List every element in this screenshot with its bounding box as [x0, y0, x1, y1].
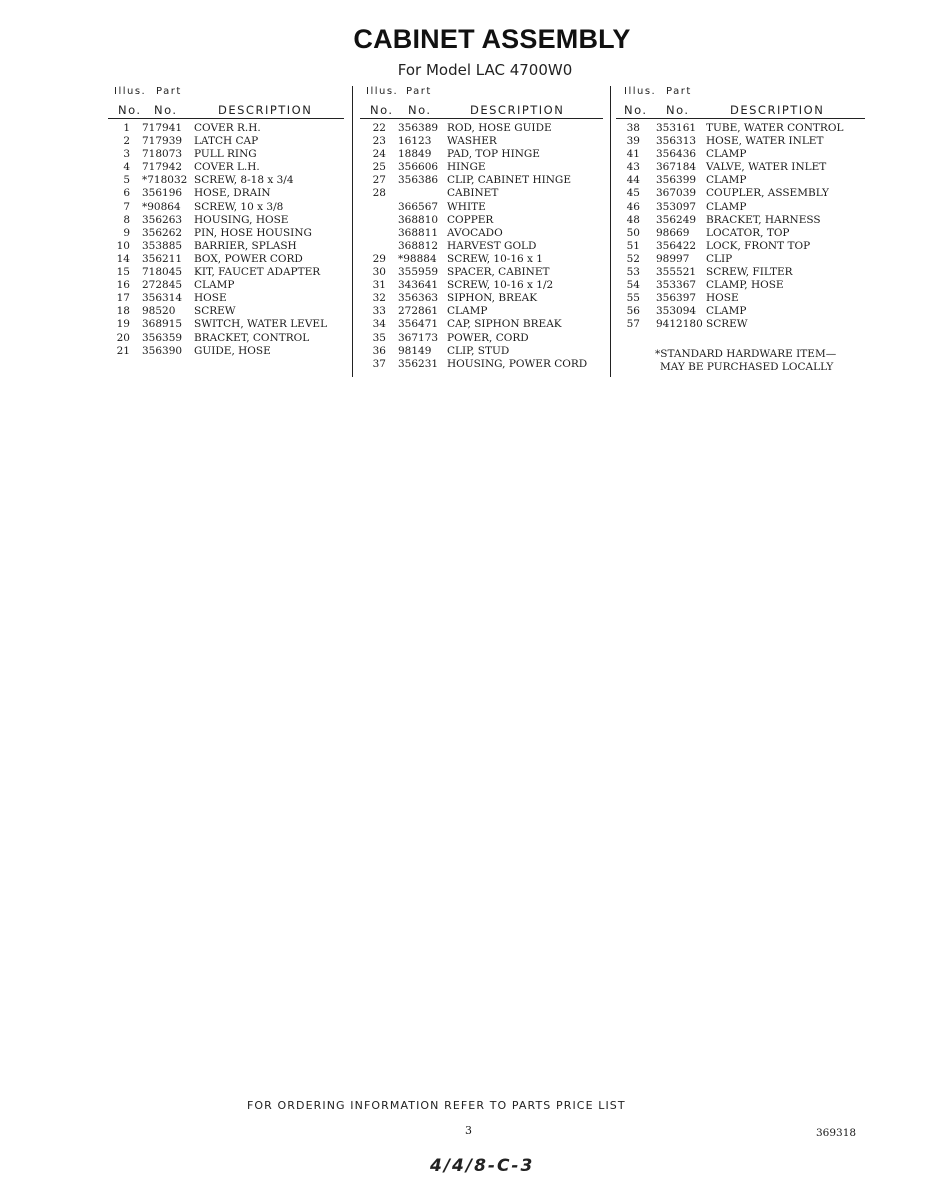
illus-number: 31 — [372, 279, 386, 292]
illus-number: 16 — [116, 279, 130, 292]
part-number: 355521 — [656, 266, 697, 279]
table-row — [108, 135, 344, 148]
illus-number: 56 — [626, 305, 640, 318]
table-row — [108, 305, 344, 318]
part-number: 353885 — [142, 239, 183, 252]
part-description: CLIP — [706, 252, 733, 265]
part-description: CLAMP — [447, 305, 488, 318]
part-description: BRACKET, HARNESS — [706, 213, 821, 226]
table-row — [360, 305, 603, 318]
part-number: 353094 — [656, 305, 697, 318]
illus-number: 45 — [626, 187, 640, 200]
part-number: 355959 — [398, 266, 439, 279]
table-row — [108, 174, 344, 187]
document-number: 369318 — [816, 1127, 857, 1139]
illus-number: 36 — [372, 344, 386, 357]
part-number: 368811 — [398, 226, 439, 239]
illus-label: Illus. — [624, 86, 657, 97]
part-description: HOSE, WATER INLET — [706, 135, 824, 148]
part-description: GUIDE, HOSE — [194, 344, 271, 357]
table-row — [108, 253, 344, 266]
part-description: HOSE — [706, 292, 739, 305]
part-label: Part — [156, 86, 182, 97]
illus-no-label: No. — [118, 103, 142, 117]
table-row — [360, 318, 603, 331]
table-row — [360, 358, 603, 371]
table-row — [616, 318, 865, 331]
illus-number: 37 — [372, 357, 386, 370]
illus-number: 43 — [626, 161, 640, 174]
part-number: 368810 — [398, 213, 439, 226]
part-number: 367173 — [398, 331, 439, 344]
part-number: 353367 — [656, 279, 697, 292]
illus-number: 15 — [116, 266, 130, 279]
part-no-label: No. — [666, 103, 690, 117]
part-number: 18849 — [398, 148, 432, 161]
illus-number: 46 — [626, 200, 640, 213]
hardware-note-line-2: MAY BE PURCHASED LOCALLY — [660, 361, 834, 374]
table-row — [616, 266, 865, 279]
part-number: 356211 — [142, 252, 183, 265]
illus-number: 51 — [626, 239, 640, 252]
illus-number: 2 — [123, 135, 130, 148]
table-row — [108, 292, 344, 305]
page-number: 3 — [465, 1124, 472, 1137]
part-number: 356397 — [656, 292, 697, 305]
part-number: 717942 — [142, 161, 183, 174]
illus-number: 41 — [626, 148, 640, 161]
illus-number: 9 — [123, 226, 130, 239]
illus-number: 21 — [116, 344, 130, 357]
illus-number: 52 — [626, 252, 640, 265]
column-divider — [352, 86, 353, 377]
illus-number: 54 — [626, 279, 640, 292]
part-number: 717941 — [142, 122, 183, 134]
table-row — [360, 332, 603, 345]
part-no-label: No. — [154, 103, 178, 117]
table-row — [108, 279, 344, 292]
part-description: HINGE — [447, 161, 486, 174]
part-number: 356359 — [142, 331, 183, 344]
illus-number: 28 — [372, 187, 386, 200]
part-description: TUBE, WATER CONTROL — [706, 122, 844, 134]
column-header — [616, 86, 865, 119]
table-row — [108, 214, 344, 227]
part-number: 366567 — [398, 200, 439, 213]
illus-number: 5 — [123, 174, 130, 187]
table-row — [108, 240, 344, 253]
illus-number: 38 — [626, 122, 640, 134]
illus-number: 7 — [123, 200, 130, 213]
illus-number: 25 — [372, 161, 386, 174]
table-row — [616, 148, 865, 161]
part-number: 368915 — [142, 318, 183, 331]
header-rule — [108, 118, 344, 119]
part-number: 356263 — [142, 213, 183, 226]
part-label: Part — [666, 86, 692, 97]
part-description: PAD, TOP HINGE — [447, 148, 540, 161]
table-row — [360, 148, 603, 161]
column-header — [108, 86, 344, 119]
parts-list — [360, 122, 603, 371]
table-row — [360, 292, 603, 305]
part-description: COUPLER, ASSEMBLY — [706, 187, 829, 200]
part-number: 356436 — [656, 148, 697, 161]
illus-number: 29 — [372, 252, 386, 265]
part-description: COVER R.H. — [194, 122, 261, 134]
table-row — [360, 135, 603, 148]
illus-number: 30 — [372, 266, 386, 279]
illus-label: Illus. — [366, 86, 399, 97]
table-row — [616, 279, 865, 292]
table-row — [616, 187, 865, 200]
part-description: WHITE — [447, 200, 486, 213]
illus-number: 57 — [626, 318, 640, 331]
table-row — [616, 161, 865, 174]
part-description: COVER L.H. — [194, 161, 260, 174]
part-description: BOX, POWER CORD — [194, 252, 303, 265]
table-row — [108, 122, 344, 135]
table-row — [108, 187, 344, 200]
illus-number: 1 — [123, 122, 130, 134]
description-label: DESCRIPTION — [730, 103, 825, 117]
part-number: *90864 — [142, 200, 181, 213]
part-description: PULL RING — [194, 148, 257, 161]
illus-number: 44 — [626, 174, 640, 187]
part-number: 98997 — [656, 252, 690, 265]
table-row — [360, 201, 603, 214]
part-description: HOUSING, HOSE — [194, 213, 289, 226]
illus-number: 22 — [372, 122, 386, 134]
part-description: VALVE, WATER INLET — [706, 161, 827, 174]
illus-number: 8 — [123, 213, 130, 226]
part-description: BRACKET, CONTROL — [194, 331, 310, 344]
part-description: SIPHON, BREAK — [447, 292, 538, 305]
part-description: SCREW, 10 x 3/8 — [194, 200, 284, 213]
illus-number: 17 — [116, 292, 130, 305]
part-no-label: No. — [408, 103, 432, 117]
table-row — [360, 253, 603, 266]
part-number: 356249 — [656, 213, 697, 226]
part-description: HOSE, DRAIN — [194, 187, 271, 200]
part-number: 718045 — [142, 266, 183, 279]
page-title: CABINET ASSEMBLY — [353, 24, 631, 54]
hardware-note-line-1: *STANDARD HARDWARE ITEM— — [655, 348, 837, 360]
header-rule — [360, 118, 603, 119]
illus-number: 20 — [116, 331, 130, 344]
table-row — [360, 122, 603, 135]
part-number: 356363 — [398, 292, 439, 305]
table-row — [108, 318, 344, 331]
part-number: 356262 — [142, 226, 183, 239]
hardware-note — [655, 348, 836, 374]
part-number: 356389 — [398, 122, 439, 134]
part-number: 367039 — [656, 187, 697, 200]
part-number: *98884 — [398, 252, 437, 265]
table-row — [616, 135, 865, 148]
part-description: SWITCH, WATER LEVEL — [194, 318, 328, 331]
part-number: 272861 — [398, 305, 439, 318]
part-description: CLIP, STUD — [447, 344, 510, 357]
part-number: 718073 — [142, 148, 183, 161]
part-description: WASHER — [447, 135, 497, 148]
illus-number: 10 — [116, 239, 130, 252]
illus-number: 19 — [116, 318, 130, 331]
illus-number: 4 — [123, 161, 130, 174]
part-description: LOCK, FRONT TOP — [706, 239, 811, 252]
illus-number: 3 — [123, 148, 130, 161]
parts-list — [616, 122, 865, 332]
table-row — [616, 122, 865, 135]
parts-column-3 — [616, 86, 865, 332]
part-number: 356313 — [656, 135, 697, 148]
table-row — [108, 266, 344, 279]
part-number: 356399 — [656, 174, 697, 187]
illus-number: 14 — [116, 252, 130, 265]
illus-number: 53 — [626, 266, 640, 279]
illus-no-label: No. — [624, 103, 648, 117]
part-description: SCREW, FILTER — [706, 266, 793, 279]
parts-list — [108, 122, 344, 358]
illus-number: 34 — [372, 318, 386, 331]
handwritten-annotation: 4/4/8-C-3 — [430, 1156, 535, 1176]
illus-number: 27 — [372, 174, 386, 187]
part-description: HOSE — [194, 292, 227, 305]
table-row — [108, 148, 344, 161]
table-row — [108, 161, 344, 174]
part-number: 98149 — [398, 344, 432, 357]
part-description: CLIP, CABINET HINGE — [447, 174, 571, 187]
table-row — [360, 187, 603, 200]
part-number: 353097 — [656, 200, 697, 213]
table-row — [360, 161, 603, 174]
table-row — [360, 214, 603, 227]
illus-number: 6 — [123, 187, 130, 200]
table-row — [616, 305, 865, 318]
part-number: 356231 — [398, 357, 439, 370]
part-description: CLAMP — [194, 279, 235, 292]
part-description: HARVEST GOLD — [447, 239, 537, 252]
table-row — [360, 227, 603, 240]
part-description: SCREW — [194, 305, 236, 318]
illus-number: 50 — [626, 226, 640, 239]
part-description: CLAMP — [706, 148, 747, 161]
table-row — [360, 266, 603, 279]
description-label: DESCRIPTION — [218, 103, 313, 117]
part-description: COPPER — [447, 213, 494, 226]
part-number: 356314 — [142, 292, 183, 305]
part-description: CLAMP — [706, 305, 747, 318]
table-row — [108, 201, 344, 214]
illus-number: 48 — [626, 213, 640, 226]
part-number: 368812 — [398, 239, 439, 252]
illus-number: 35 — [372, 331, 386, 344]
part-number: 353161 — [656, 122, 697, 134]
part-description: LATCH CAP — [194, 135, 259, 148]
illus-no-label: No. — [370, 103, 394, 117]
column-divider — [610, 86, 611, 377]
part-number: 356390 — [142, 344, 183, 357]
part-number: 9412180 — [656, 318, 703, 331]
part-description: ROD, HOSE GUIDE — [447, 122, 552, 134]
illus-number: 39 — [626, 135, 640, 148]
part-description: CABINET — [447, 187, 499, 200]
part-description: AVOCADO — [447, 226, 503, 239]
part-number: 356606 — [398, 161, 439, 174]
table-row — [108, 227, 344, 240]
part-number: 356471 — [398, 318, 439, 331]
table-row — [360, 279, 603, 292]
description-label: DESCRIPTION — [470, 103, 565, 117]
illus-label: Illus. — [114, 86, 147, 97]
part-number: 356196 — [142, 187, 183, 200]
illus-number: 24 — [372, 148, 386, 161]
part-description: SCREW, 10-16 x 1 — [447, 252, 543, 265]
table-row — [360, 345, 603, 358]
part-number: 356422 — [656, 239, 697, 252]
part-number: 343641 — [398, 279, 439, 292]
part-number: 272845 — [142, 279, 183, 292]
part-description: CAP, SIPHON BREAK — [447, 318, 562, 331]
part-description: HOUSING, POWER CORD — [447, 357, 588, 370]
table-row — [616, 201, 865, 214]
part-number: 717939 — [142, 135, 183, 148]
illus-number: 33 — [372, 305, 386, 318]
ordering-footer: FOR ORDERING INFORMATION REFER TO PARTS PRICE LIST — [247, 1099, 626, 1112]
part-description: KIT, FAUCET ADAPTER — [194, 266, 321, 279]
part-description: PIN, HOSE HOUSING — [194, 226, 312, 239]
part-number: *718032 — [142, 174, 188, 187]
table-row — [360, 174, 603, 187]
part-number: 98669 — [656, 226, 690, 239]
part-description: BARRIER, SPLASH — [194, 239, 297, 252]
part-description: CLAMP, HOSE — [706, 279, 784, 292]
table-row — [616, 292, 865, 305]
model-subtitle: For Model LAC 4700W0 — [397, 61, 573, 79]
part-description: SCREW, 10-16 x 1/2 — [447, 279, 554, 292]
parts-column-2 — [360, 86, 603, 371]
part-description: POWER, CORD — [447, 331, 529, 344]
part-label: Part — [406, 86, 432, 97]
table-row — [616, 253, 865, 266]
illus-number: 32 — [372, 292, 386, 305]
part-number: 16123 — [398, 135, 432, 148]
illus-number: 23 — [372, 135, 386, 148]
table-row — [360, 240, 603, 253]
table-row — [616, 174, 865, 187]
illus-number: 55 — [626, 292, 640, 305]
part-number: 98520 — [142, 305, 176, 318]
table-row — [616, 214, 865, 227]
part-description: CLAMP — [706, 174, 747, 187]
part-description: SCREW, 8-18 x 3/4 — [194, 174, 294, 187]
table-row — [616, 240, 865, 253]
illus-number: 18 — [116, 305, 130, 318]
part-description: SPACER, CABINET — [447, 266, 550, 279]
part-description: CLAMP — [706, 200, 747, 213]
parts-column-1 — [108, 86, 344, 358]
part-description: SCREW — [706, 318, 748, 331]
table-row — [108, 345, 344, 358]
table-row — [108, 332, 344, 345]
table-row — [616, 227, 865, 240]
part-description: LOCATOR, TOP — [706, 226, 790, 239]
part-number: 367184 — [656, 161, 697, 174]
column-header — [360, 86, 603, 119]
header-rule — [616, 118, 865, 119]
part-number: 356386 — [398, 174, 439, 187]
